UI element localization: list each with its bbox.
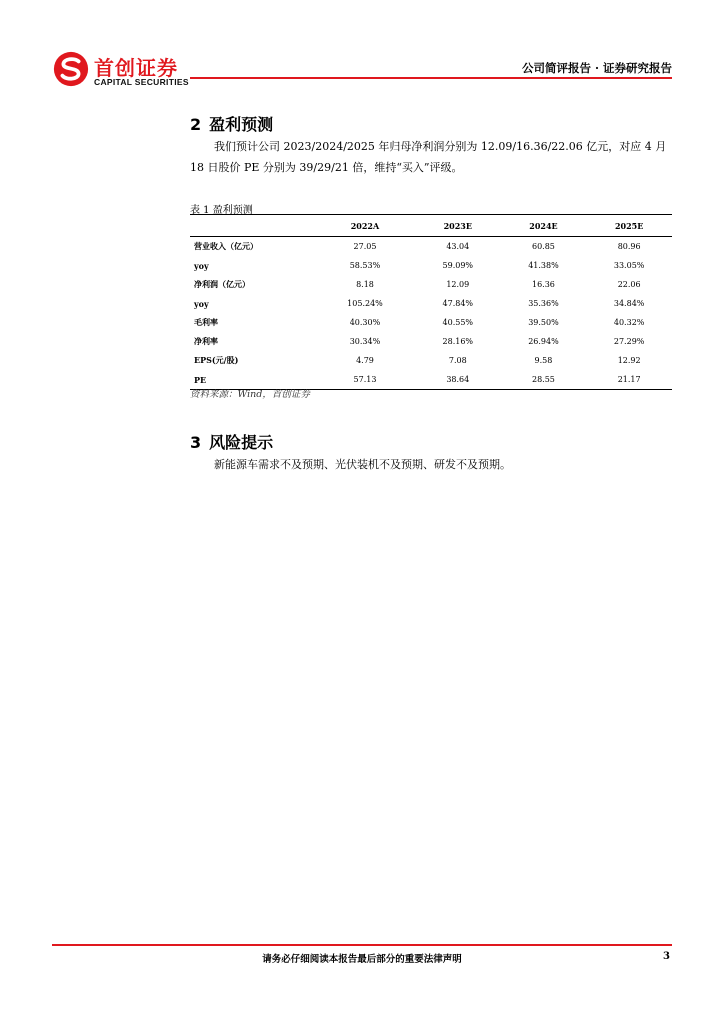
report-type: 公司简评报告 · 证券研究报告 bbox=[521, 61, 672, 75]
table-cell: 35.36% bbox=[528, 299, 559, 308]
table-cell: 28.55 bbox=[501, 370, 587, 390]
table-cell: 59.09% bbox=[442, 261, 474, 270]
table-cell: 30.34% bbox=[349, 337, 381, 346]
page-number: 3 bbox=[663, 951, 670, 962]
header-divider bbox=[190, 77, 672, 79]
section-2-heading bbox=[190, 112, 273, 135]
table-row bbox=[190, 294, 672, 313]
forecast-paragraph: 我们预计公司 2023/2024/2025 年归母净利润分别为 12.09/16.36/22.06 亿元，对应 4 月 18 日股价 PE 分别为 39/29/21 倍，维持“买入”评级。 bbox=[190, 140, 667, 174]
table-cell: 28.16% bbox=[442, 337, 474, 346]
table-row bbox=[190, 275, 672, 294]
section-title: 风险提示 bbox=[209, 433, 274, 452]
table-cell: 22.06 bbox=[617, 280, 641, 289]
row-label: 净利润（亿元） bbox=[194, 279, 250, 289]
table-cell: 80.96 bbox=[617, 242, 641, 251]
logo-text-cn: 首创证券 bbox=[94, 56, 178, 80]
row-label: 净利率 bbox=[194, 336, 218, 346]
risk-paragraph: 新能源车需求不及预期、光伏装机不及预期、研发不及预期。 bbox=[214, 458, 511, 471]
row-label: EPS(元/股) bbox=[194, 355, 239, 365]
section-number: 2 bbox=[190, 115, 202, 134]
table-row bbox=[190, 332, 672, 351]
table-caption: 表 1 盈利预测 bbox=[190, 205, 253, 216]
section-number: 3 bbox=[190, 433, 202, 452]
table-cell: 33.05% bbox=[613, 261, 645, 270]
row-label: yoy bbox=[194, 298, 209, 309]
table-cell: 27.05 bbox=[353, 242, 377, 251]
table-cell: 43.04 bbox=[446, 242, 470, 251]
earnings-forecast-table bbox=[190, 214, 672, 390]
row-label: yoy bbox=[194, 260, 209, 271]
section-title: 盈利预测 bbox=[209, 115, 274, 134]
table-row bbox=[190, 256, 672, 275]
section-3-heading bbox=[190, 430, 273, 453]
table-cell: 57.13 bbox=[315, 370, 415, 390]
table-cell: 105.24% bbox=[347, 299, 383, 308]
column-header: 2025E bbox=[586, 215, 672, 237]
table-cell: 58.53% bbox=[349, 261, 381, 270]
legal-disclaimer: 请务必仔细阅读本报告最后部分的重要法律声明 bbox=[262, 954, 462, 965]
footer-divider bbox=[52, 944, 672, 946]
table-row bbox=[190, 237, 672, 257]
table-cell: 39.50% bbox=[528, 318, 559, 327]
table-cell: 41.38% bbox=[528, 261, 559, 270]
column-header: 2024E bbox=[501, 215, 587, 237]
table-cell: 9.58 bbox=[534, 356, 553, 365]
table-cell: 21.17 bbox=[586, 370, 672, 390]
table-cell: 26.94% bbox=[528, 337, 559, 346]
logo-text-en: CAPITAL SECURITIES bbox=[94, 77, 189, 87]
table-cell: 16.36 bbox=[531, 280, 555, 289]
table-cell: 60.85 bbox=[531, 242, 555, 251]
row-label: PE bbox=[190, 370, 315, 390]
capital-securities-logo-icon bbox=[52, 50, 90, 88]
table-row bbox=[190, 313, 672, 332]
column-header: 2023E bbox=[415, 215, 501, 237]
table-cell: 40.32% bbox=[613, 318, 645, 327]
table-cell: 34.84% bbox=[613, 299, 645, 308]
column-header bbox=[190, 215, 315, 237]
table-cell: 27.29% bbox=[613, 337, 645, 346]
table-cell: 8.18 bbox=[356, 280, 374, 289]
column-header: 2022A bbox=[315, 215, 415, 237]
table-cell: 40.55% bbox=[442, 318, 474, 327]
company-logo bbox=[52, 50, 202, 90]
table-cell: 12.09 bbox=[446, 280, 470, 289]
table-header-row bbox=[190, 215, 672, 237]
table-cell: 4.79 bbox=[356, 356, 374, 365]
table-cell: 12.92 bbox=[617, 356, 641, 365]
table-cell: 40.30% bbox=[349, 318, 381, 327]
table-cell: 47.84% bbox=[442, 299, 474, 308]
table-source-note: 资料来源：Wind，首创证券 bbox=[190, 389, 310, 400]
row-label: 毛利率 bbox=[194, 317, 218, 327]
row-label: 营业收入（亿元） bbox=[194, 241, 258, 251]
table-cell: 38.64 bbox=[415, 370, 501, 390]
table-cell: 7.08 bbox=[448, 356, 467, 365]
table-row bbox=[190, 351, 672, 370]
